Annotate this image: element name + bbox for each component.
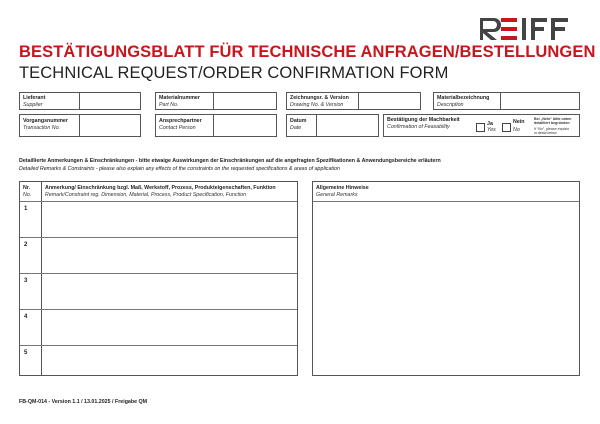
field-drawing-no[interactable] [286, 92, 421, 110]
note-no-de-1: Bei „Nein“ bitte unten [534, 117, 572, 121]
remark-cell-4[interactable] [42, 310, 297, 345]
label-description: Materialbezeichnung [437, 95, 490, 101]
label-date: Datum [290, 118, 307, 124]
note-no-en-2: in detail below [534, 131, 557, 135]
general-remarks-en: General Remarks [316, 192, 358, 198]
sublabel-description: Description [437, 102, 464, 108]
remark-cell-1[interactable] [42, 202, 297, 237]
footer-version: FB-QM-014 - Version 1.1 / 13.01.2025 / Freigabe QM [19, 399, 148, 405]
field-date[interactable] [286, 114, 379, 137]
sublabel-part-no: Part No. [159, 102, 179, 108]
label-part-no: Materialnummer [159, 95, 200, 101]
general-remarks-de: Allgemeine Hinweise [316, 185, 369, 191]
label-no-de: Nein [513, 119, 525, 125]
header-nr-en: No. [23, 192, 32, 198]
label-feasibility: Bestätigung der Machbarkeit [387, 117, 460, 123]
field-transaction-no[interactable] [19, 114, 141, 137]
details-heading-de: Detaillierte Anmerkungen & Einschränkungen - bitte etwaige Auswirkungen der Einschränkungen auf die angefragten Spezifikationen & Anwendungsbereiche erläutern [19, 158, 441, 164]
label-supplier: Lieferant [23, 95, 46, 101]
label-drawing-no: Zeichnungsr. & Version [290, 95, 349, 101]
header-remark-de: Anmerkung/ Einschränkung bzgl. Maß, Werkstoff, Prozess, Produkteigenschaften, Funktion [45, 185, 276, 191]
remark-cell-3[interactable] [42, 274, 297, 309]
checkbox-yes[interactable] [476, 123, 485, 132]
details-heading-en: Detailed Remarks & Constraints - please also explain any effects of the constraints on the requested specifications & areas of application [19, 166, 340, 172]
header-remark-en: Remark/Constraint reg. Dimension, Material, Process, Product Specification, Function [45, 192, 247, 198]
label-contact-person: Ansprechpartner [159, 118, 202, 124]
title-german: BESTÄTIGUNGSBLATT FÜR TECHNISCHE ANFRAGEN/BESTELLUNGEN [19, 43, 596, 61]
row-number: 2 [24, 242, 28, 248]
label-yes-en: Yes [487, 127, 496, 133]
row-number: 1 [24, 206, 28, 212]
row-number: 3 [24, 278, 28, 284]
sublabel-supplier: Supplier [23, 102, 43, 108]
field-part-no[interactable] [155, 92, 277, 110]
field-supplier[interactable] [19, 92, 141, 110]
sublabel-drawing-no: Drawing No. & Version [290, 102, 344, 108]
sublabel-feasibility: Confirmation of Feasability [387, 124, 450, 130]
header-nr-de: Nr. [23, 185, 31, 191]
title-english: TECHNICAL REQUEST/ORDER CONFIRMATION FORM [19, 64, 449, 82]
label-transaction-no: Vorgangsnummer [23, 118, 68, 124]
label-no-en: No [513, 127, 520, 133]
sublabel-date: Date [290, 125, 302, 131]
sublabel-transaction-no: Transaction No. [23, 125, 60, 131]
general-remarks-area[interactable] [313, 202, 579, 375]
remark-cell-5[interactable] [42, 346, 297, 375]
label-yes-de: Ja [487, 121, 493, 127]
reiff-logo [478, 16, 572, 42]
field-feasibility [383, 114, 580, 137]
note-no-de-2: detailliert begründen [534, 121, 570, 125]
remarks-table [19, 181, 298, 376]
sublabel-contact-person: Contact Person [159, 125, 196, 131]
note-no-en-1: If “No”, please explain [534, 127, 569, 131]
row-number: 4 [24, 314, 28, 320]
field-description[interactable] [433, 92, 580, 110]
field-contact-person[interactable] [155, 114, 277, 137]
remark-cell-2[interactable] [42, 238, 297, 273]
row-number: 5 [24, 350, 28, 356]
checkbox-no[interactable] [502, 123, 511, 132]
general-remarks-box [312, 181, 580, 376]
